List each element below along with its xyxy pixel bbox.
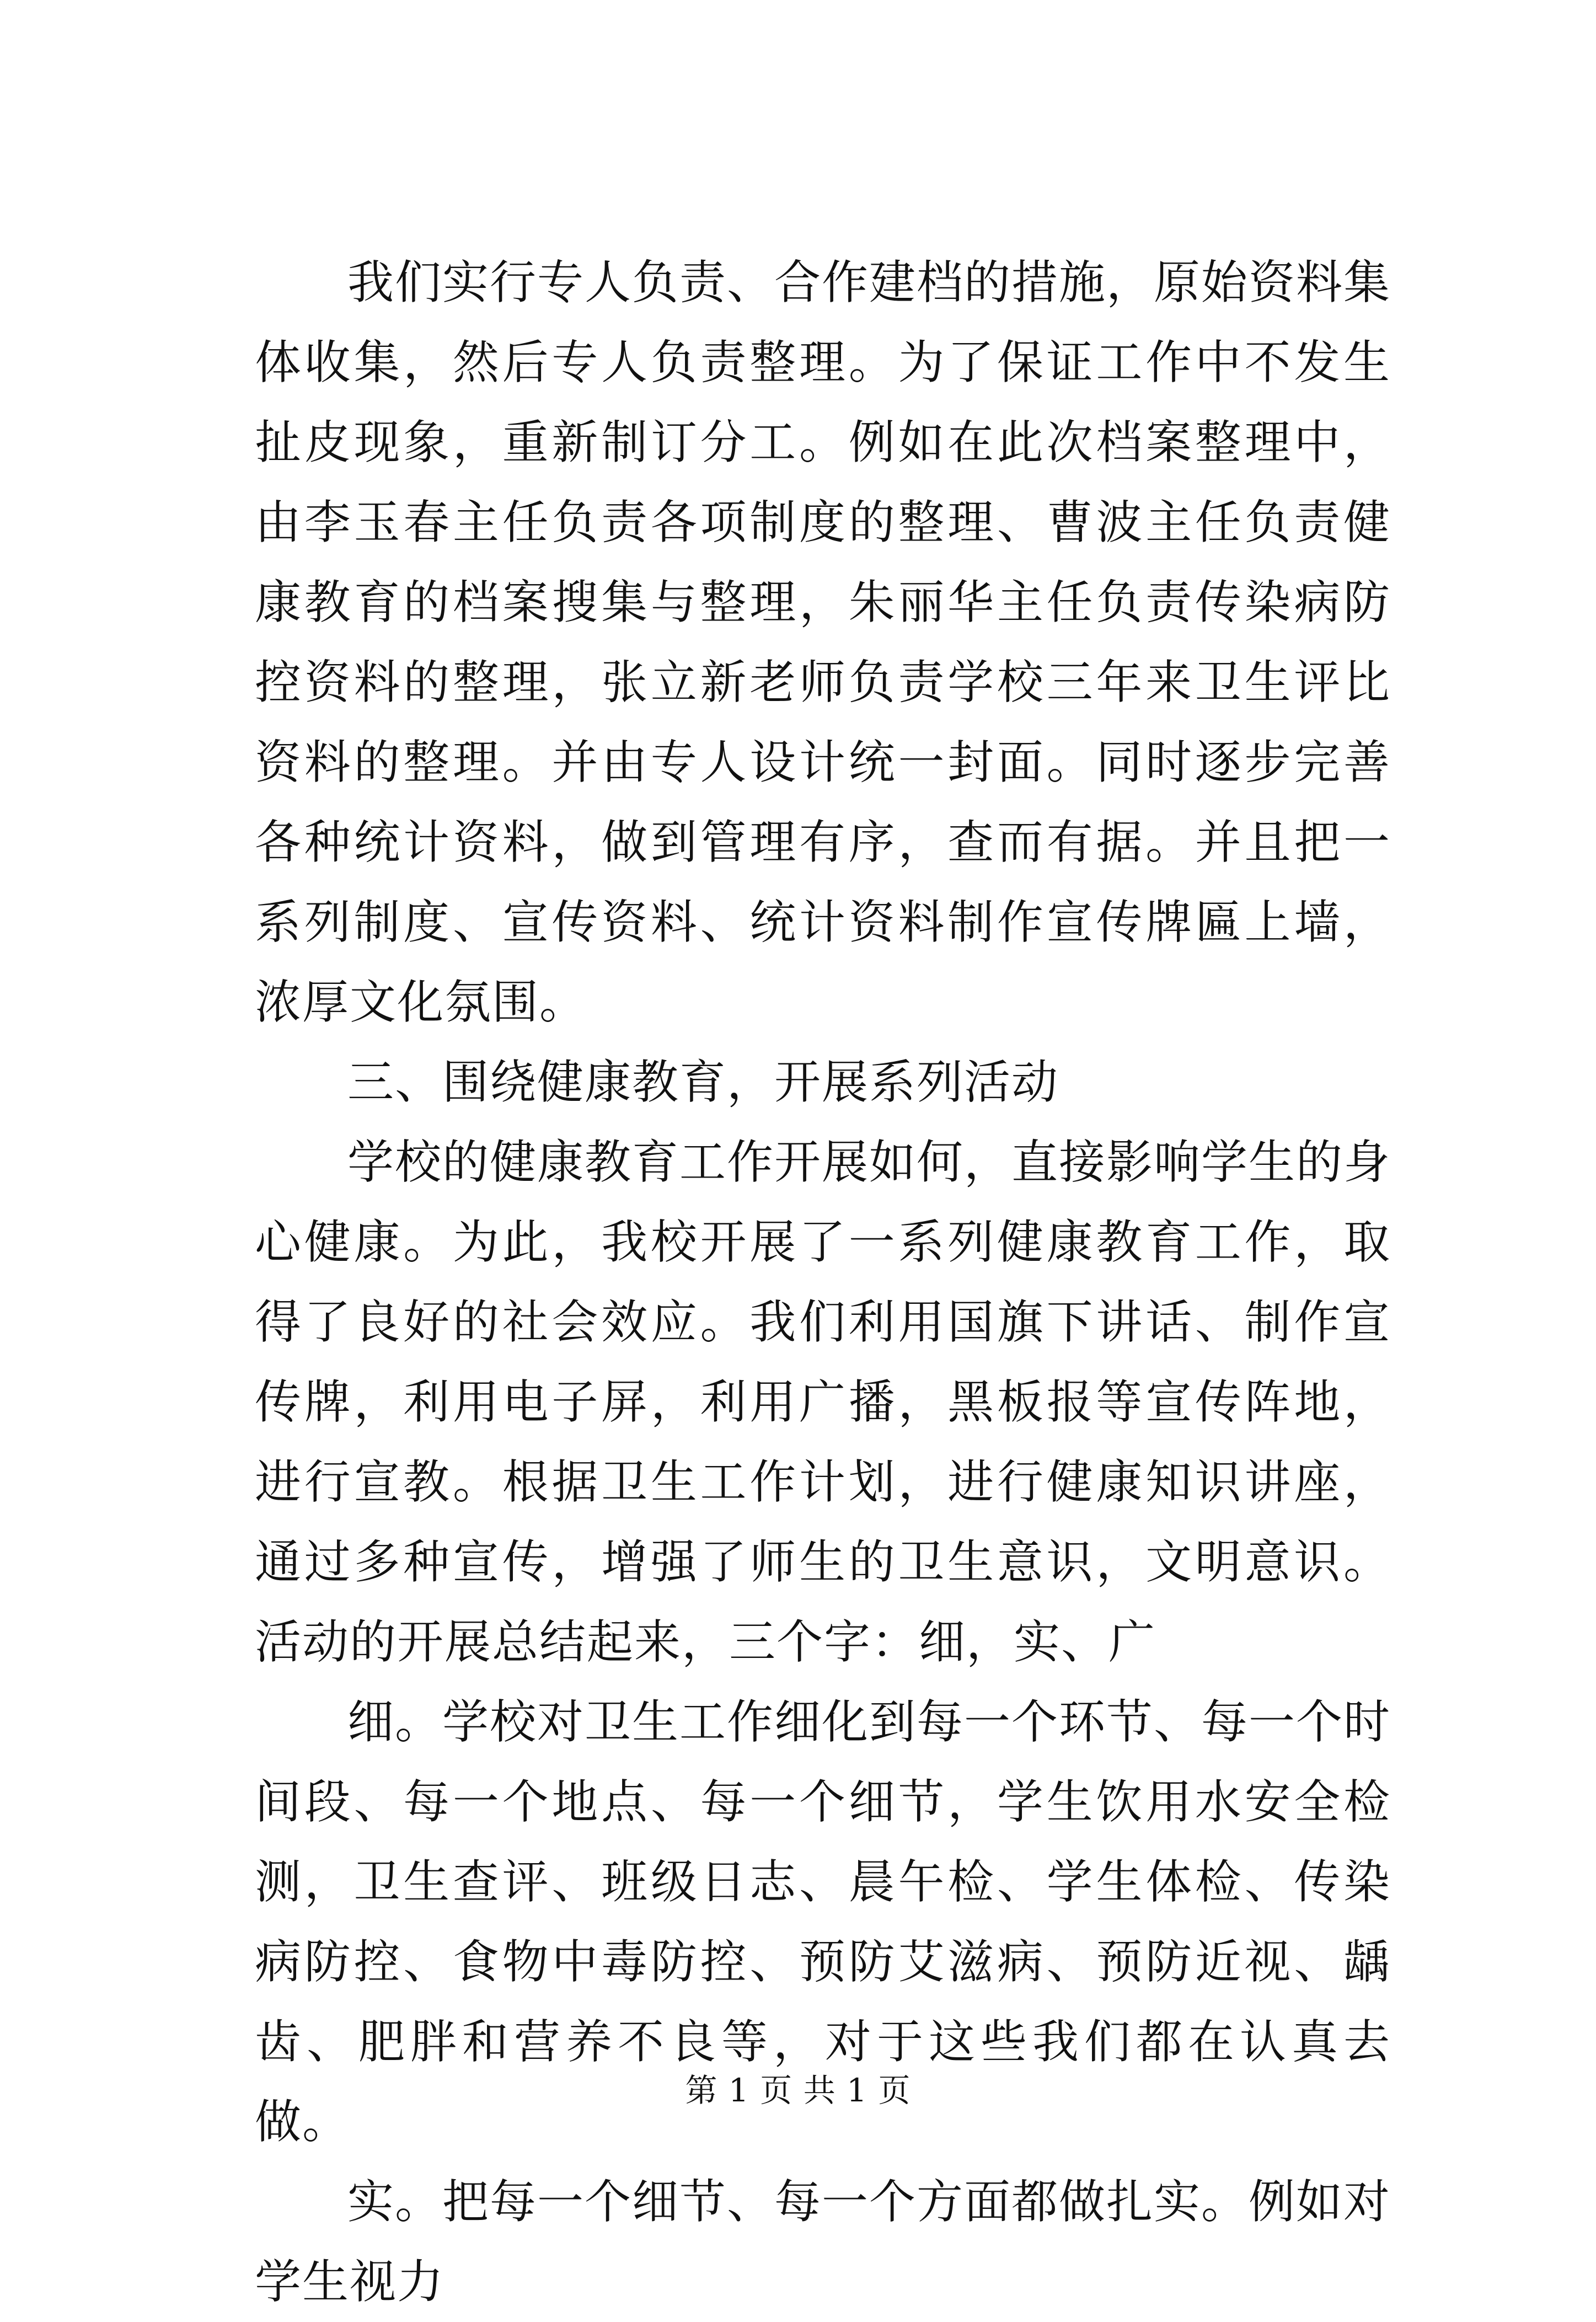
paragraph-archive-management: 我们实行专人负责、合作建档的措施，原始资料集体收集，然后专人负责整理。为了保证工作中不发生扯皮现象，重新制订分工。例如在此次档案整理中，由李玉春主任负责各项制度的整理、曹波主任负责健康教育的档案搜集与整理，朱丽华主任负责传染病防控资料的整理，张立新老师负责学校三年来卫生评比资料的整理。并由专人设计统一封面。同时逐步完善各种统计资料，做到管理有序，查而有据。并且把一系列制度、宣传资料、统计资料制作宣传牌匾上墙，浓厚文化氛围。 [255,255,1391,1029]
paragraph-solid: 实。把每一个细节、每一个方面都做扎实。例如对学生视力 [255,2175,1391,2309]
paragraph-detail: 细。学校对卫生工作细化到每一个环节、每一个时间段、每一个地点、每一个细节，学生饮用水安全检测，卫生查评、班级日志、晨午检、学生体检、传染病防控、食物中毒防控、预防艾滋病、预防近视、龋齿、肥胖和营养不良等，对于这些我们都在认真去做。 [255,1695,1391,2149]
section-heading-health-education: 三、围绕健康教育，开展系列活动 [347,1055,1059,1109]
page-footer: 第 1 页 共 1 页 [685,2072,911,2109]
document-body [255,243,1391,2322]
paragraph-health-education-work: 学校的健康教育工作开展如何，直接影响学生的身心健康。为此，我校开展了一系列健康教育工作，取得了良好的社会效应。我们利用国旗下讲话、制作宣传牌，利用电子屏，利用广播，黑板报等宣传阵地，进行宣教。根据卫生工作计划，进行健康知识讲座，通过多种宣传，增强了师生的卫生意识，文明意识。活动的开展总结起来，三个字：细，实、广 [255,1135,1391,1669]
